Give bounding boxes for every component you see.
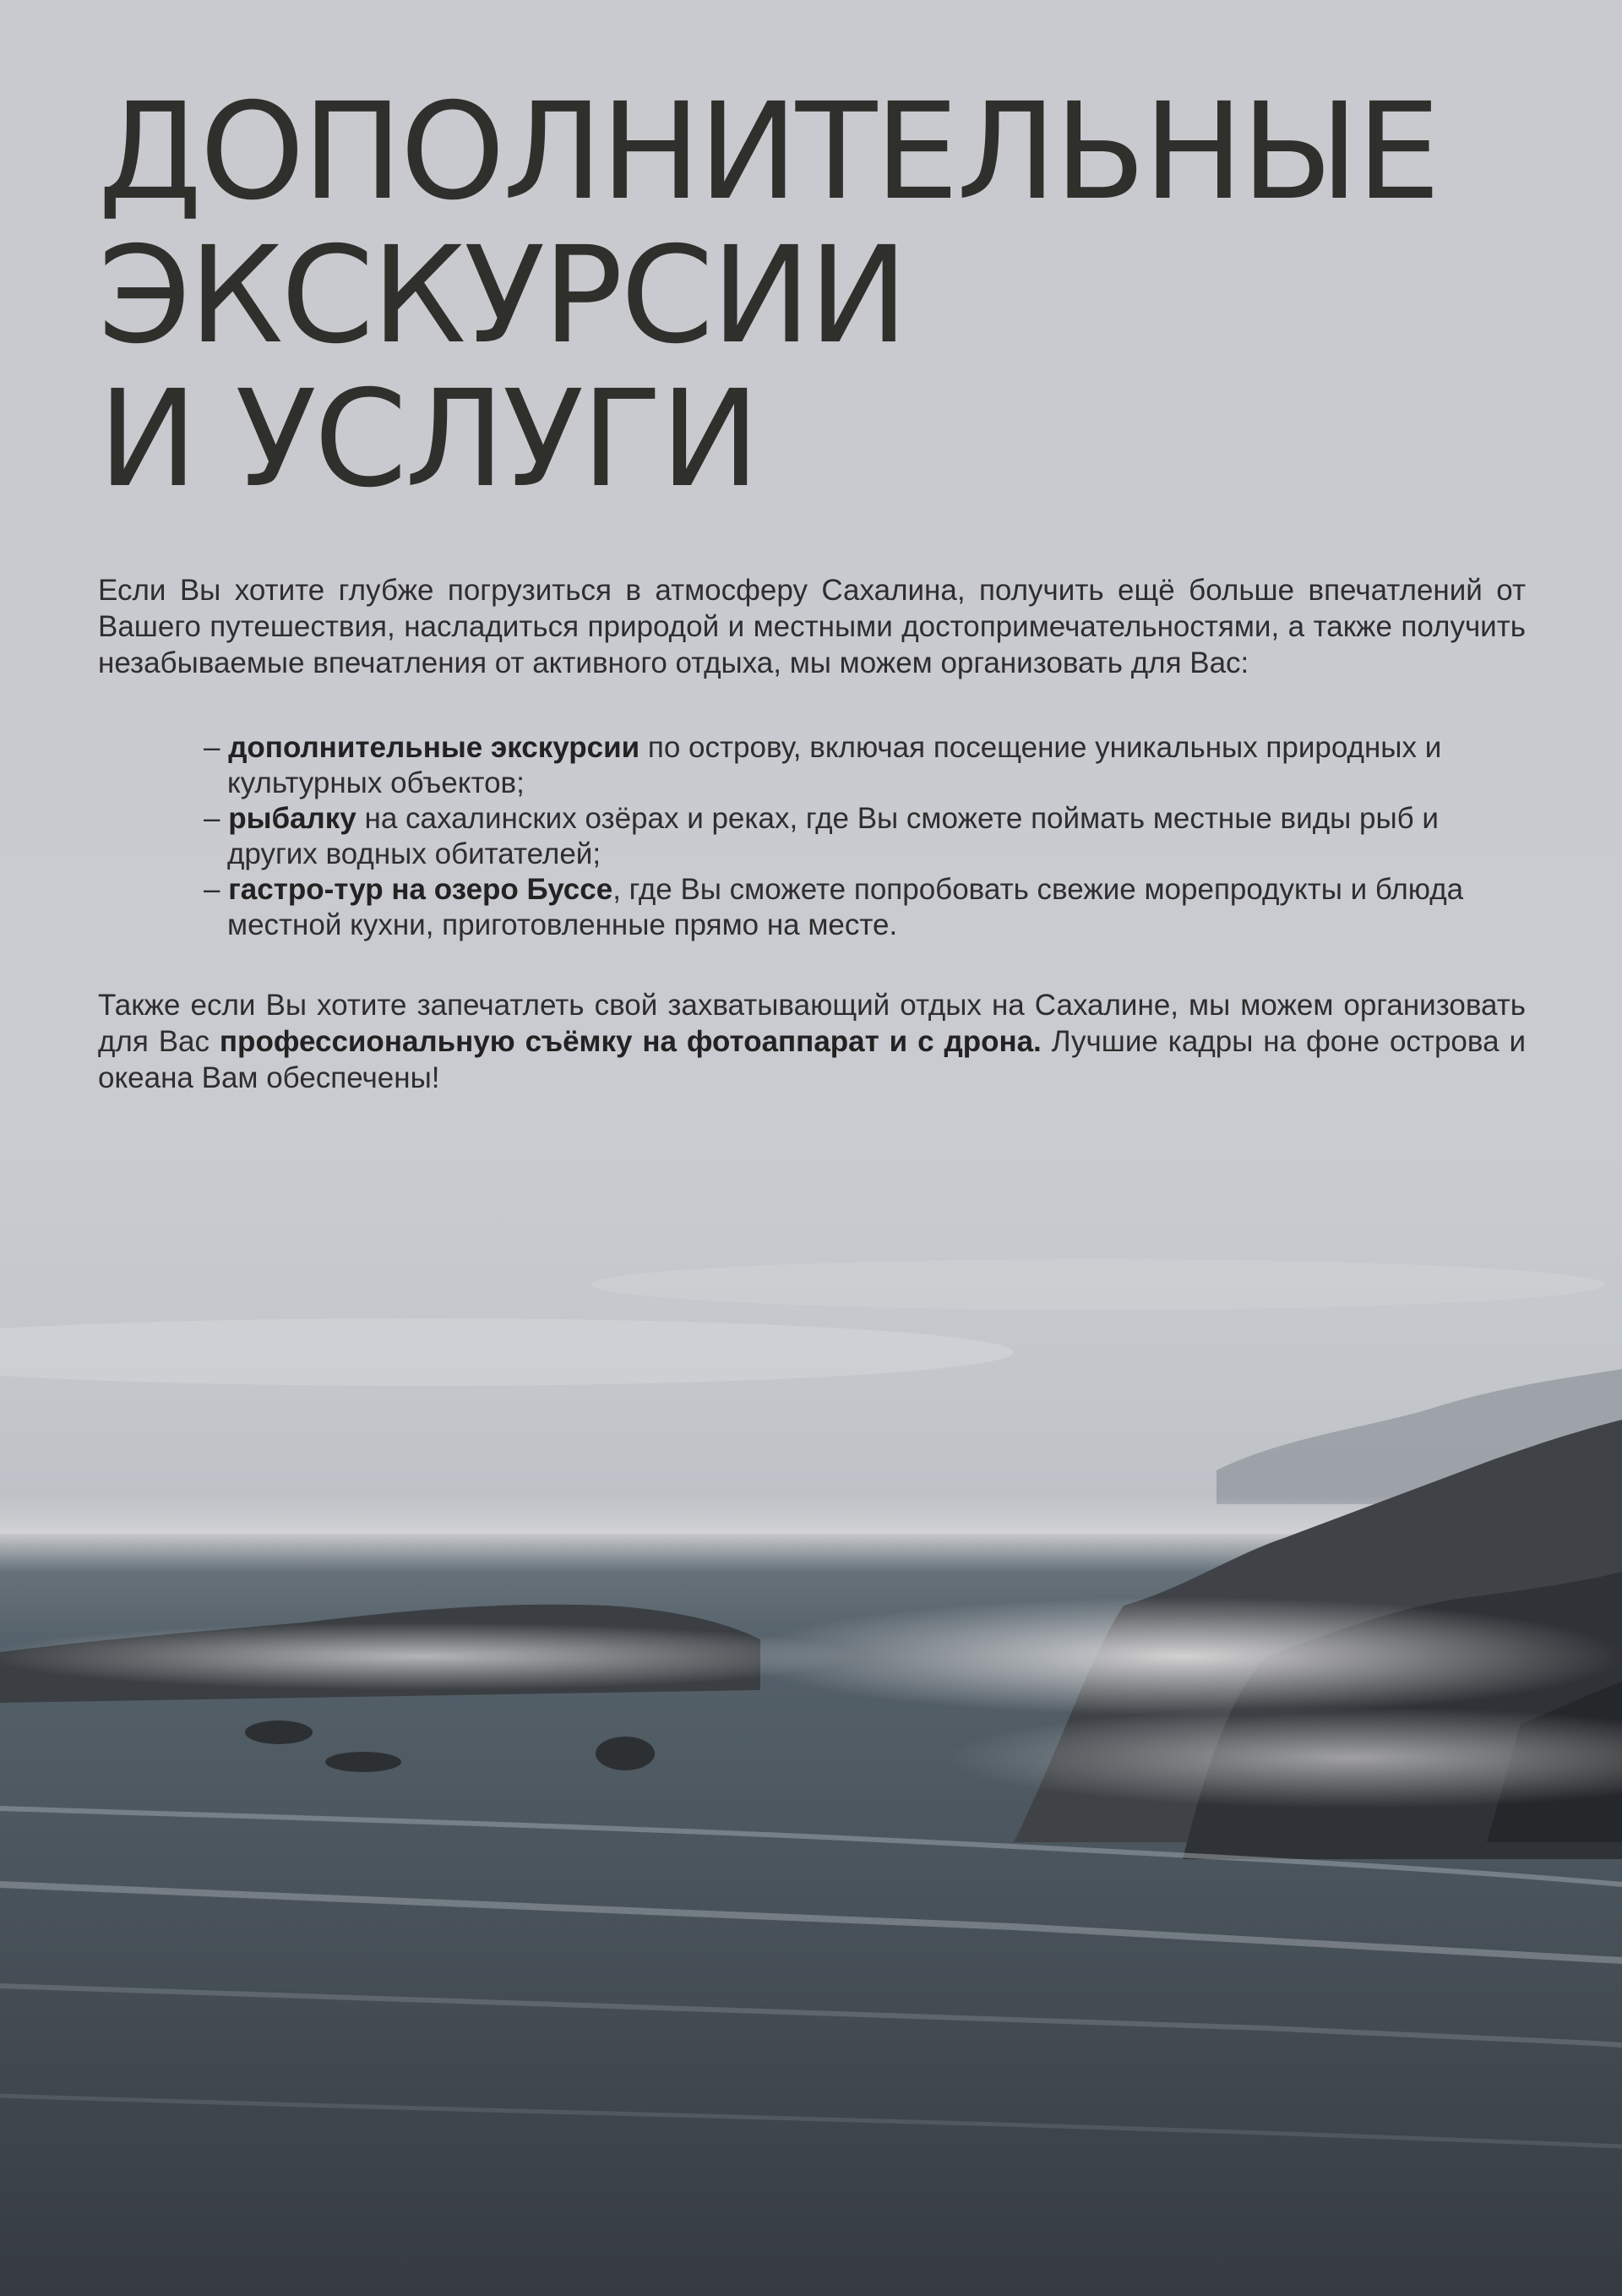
title-line-1: ДОПОЛНИТЕЛЬНЫЕ <box>98 74 1439 230</box>
title-line-2: ЭКСКУРСИИ <box>98 218 906 374</box>
list-item <box>204 872 1526 943</box>
list-item <box>204 730 1526 801</box>
service-description: на сахалинских озёрах и реках, где Вы сможете поймать местные виды рыб и других водных обитателей; <box>227 802 1439 870</box>
services-list <box>98 730 1526 943</box>
service-description: по острову, включая посещение уникальных природных и культурных объектов; <box>227 731 1442 799</box>
list-dash: – <box>204 802 220 835</box>
outro-paragraph <box>98 987 1526 1096</box>
service-name: рыбалку <box>228 802 357 835</box>
page-content <box>98 74 1526 1096</box>
outro-highlight: профессиональную съёмку на фотоаппарат и с дрона. <box>219 1025 1042 1058</box>
outro-text-after: Лучшие кадры на фоне острова и океана Вам обеспечены! <box>98 1025 1526 1094</box>
service-description: , где Вы сможете попробовать свежие морепродукты и блюда местной кухни, приготовленные прямо на месте. <box>227 873 1464 941</box>
intro-paragraph: Если Вы хотите глубже погрузиться в атмосферу Сахалина, получить ещё больше впечатлений от Вашего путешествия, насладиться природой и местными достопримечательностями, а также получить незабываемые впечатления от активного отдыха, мы можем организовать для Вас: <box>98 574 1526 679</box>
service-name: дополнительные экскурсии <box>228 731 640 764</box>
list-item <box>204 801 1526 872</box>
service-name: гастро-тур на озеро Буссе <box>228 873 613 906</box>
list-dash: – <box>204 731 220 764</box>
list-dash: – <box>204 873 220 906</box>
page-title <box>98 74 1526 517</box>
title-line-3: И УСЛУГИ <box>98 362 758 517</box>
outro-text-before: Также если Вы хотите запечатлеть свой захватывающий отдых на Сахалине, мы можем организовать для Вас <box>98 989 1526 1058</box>
